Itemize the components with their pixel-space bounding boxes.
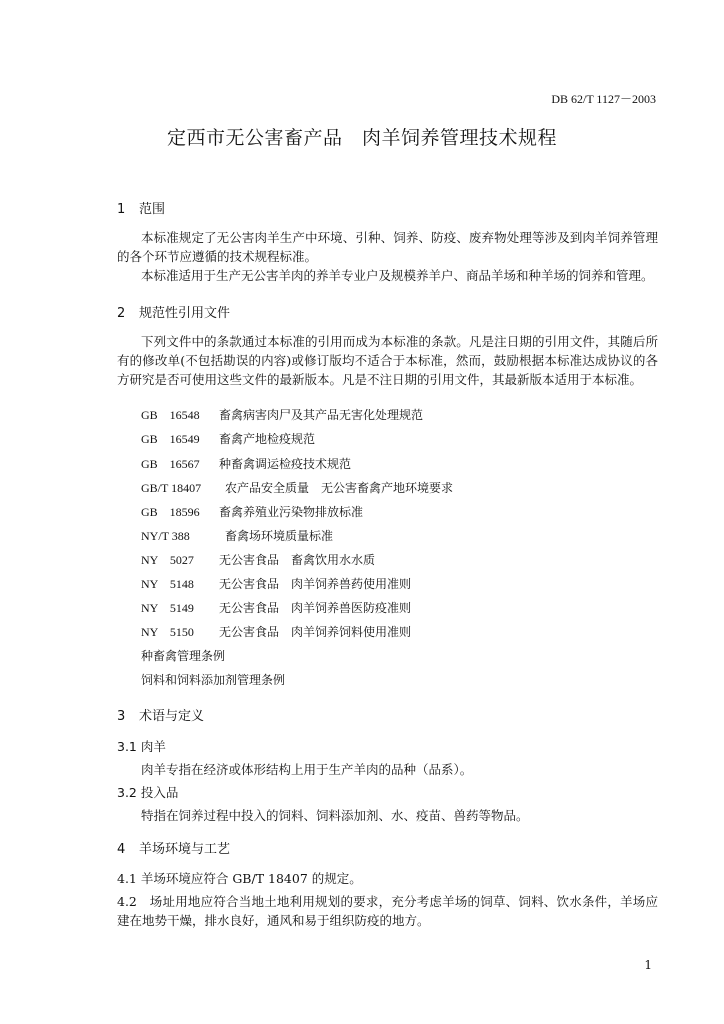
reference-name: 无公害食品 肉羊饲养兽药使用准则	[219, 577, 412, 591]
reference-name: 无公害食品 肉羊饲养饲料使用准则	[219, 625, 412, 639]
reference-name: 无公害食品 畜禽饮用水水质	[219, 553, 376, 567]
section-number: 3	[117, 709, 126, 724]
reference-code: NY 5027	[141, 553, 194, 567]
reference-code: GB 16549	[141, 432, 200, 446]
reference-code: NY 5149	[141, 601, 194, 615]
reference-name: 无公害食品 肉羊饲养兽医防疫准则	[219, 601, 412, 615]
reference-item	[141, 551, 375, 568]
reference-code: NY 5150	[141, 625, 194, 639]
section-1-paragraph-2: 本标准适用于生产无公害羊肉的养羊专业户及规模养羊户、商品羊场和种羊场的饲养和管理。	[141, 268, 654, 283]
section-title: 规范性引用文件	[139, 306, 231, 321]
reference-code: NY/T 388	[141, 529, 190, 543]
subsection-3-2-heading: 3.2 投入品	[117, 785, 179, 800]
subsection-4-1-text: 4.1 羊场环境应符合 GB/T 18407 的规定。	[117, 871, 362, 886]
reference-name: 畜禽产地检疫规范	[219, 432, 316, 446]
reference-code: GB 16548	[141, 408, 200, 422]
reference-item	[141, 623, 411, 640]
page-title: 定西市无公害畜产品 肉羊饲养管理技术规程	[166, 127, 557, 149]
reference-name: 畜禽病害肉尸及其产品无害化处理规范	[219, 408, 424, 422]
reference-item	[141, 575, 411, 592]
reference-code: GB 18596	[141, 505, 200, 519]
reference-item	[141, 503, 363, 520]
section-3-heading	[117, 705, 204, 724]
page-number: 1	[644, 958, 652, 972]
section-1-heading	[117, 198, 165, 217]
reference-item	[141, 430, 315, 447]
reference-code: GB/T 18407	[141, 481, 202, 495]
section-number: 4	[117, 842, 126, 857]
reference-name: 农产品安全质量 无公害畜禽产地环境要求	[225, 481, 454, 495]
subsection-3-1-heading: 3.1 肉羊	[117, 739, 166, 754]
reference-item	[141, 406, 423, 423]
section-1-paragraph-1: 本标准规定了无公害肉羊生产中环境、引种、饲养、防疫、废弃物处理等涉及到肉羊饲养管理的各个环节应遵循的技术规程标准。	[117, 230, 658, 264]
subsection-3-2-text: 特指在饲养过程中投入的饲料、饲料添加剂、水、疫苗、兽药等物品。	[141, 808, 529, 823]
section-4-heading	[117, 838, 230, 857]
section-2-paragraph: 下列文件中的条款通过本标准的引用而成为本标准的条款。凡是注日期的引用文件，其随后所有的修改单(不包括勘误的内容)或修订版均不适合于本标准，然而，鼓励根据本标准达成协议的各方研究是否可使用这些文件的最新版本。凡是不注日期的引用文件，其最新版本适用于本标准。	[117, 334, 658, 387]
reference-item	[141, 527, 333, 544]
section-title: 范围	[139, 202, 166, 217]
reference-regulation: 种畜禽管理条例	[141, 649, 226, 663]
reference-item	[141, 455, 351, 472]
reference-code: NY 5148	[141, 577, 194, 591]
reference-name: 畜禽养殖业污染物排放标准	[219, 505, 364, 519]
reference-name: 种畜禽调运检疫技术规范	[219, 457, 352, 471]
subsection-4-2-text: 4.2 场址用地应符合当地土地利用规划的要求，充分考虑羊场的饲草、饲料、饮水条件，羊场应建在地势干燥，排水良好，通风和易于组织防疫的地方。	[117, 894, 658, 928]
section-title: 术语与定义	[139, 709, 205, 724]
document-number: DB 62/T 1127－2003	[551, 92, 656, 106]
reference-item	[141, 599, 411, 616]
section-number: 2	[117, 306, 126, 321]
reference-name: 畜禽场环境质量标准	[225, 529, 334, 543]
reference-item	[141, 479, 453, 496]
subsection-3-1-text: 肉羊专指在经济或体形结构上用于生产羊肉的品种（品系）。	[141, 762, 473, 777]
section-title: 羊场环境与工艺	[139, 842, 231, 857]
section-2-heading	[117, 302, 230, 321]
reference-regulation: 饲料和饲料添加剂管理条例	[141, 673, 286, 687]
section-number: 1	[117, 202, 126, 217]
reference-code: GB 16567	[141, 457, 200, 471]
